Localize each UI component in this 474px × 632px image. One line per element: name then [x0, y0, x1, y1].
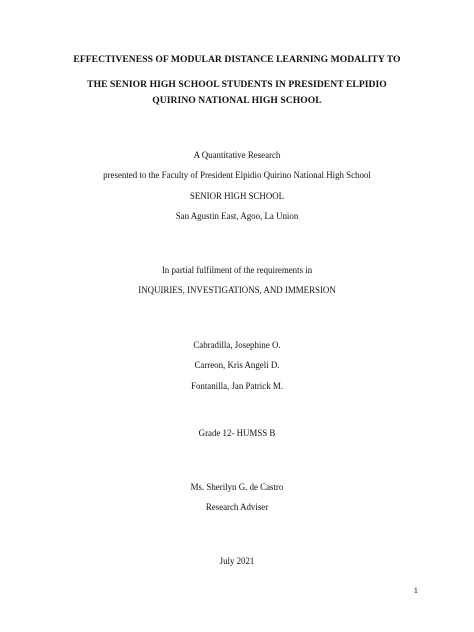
- adviser-name: Ms. Sherilyn G. de Castro: [190, 482, 284, 492]
- grade-section: Grade 12- HUMSS B: [198, 428, 276, 438]
- title-line-3: QUIRINO NATIONAL HIGH SCHOOL: [152, 95, 322, 106]
- author-1: Cabradilla, Josephine O.: [193, 340, 281, 350]
- subject-name: INQUIRIES, INVESTIGATIONS, AND IMMERSION: [138, 285, 336, 295]
- adviser-role: Research Adviser: [205, 502, 269, 512]
- submission-date: July 2021: [219, 556, 255, 566]
- title-line-1: EFFECTIVENESS OF MODULAR DISTANCE LEARNING MODALITY TO: [73, 54, 401, 65]
- department: SENIOR HIGH SCHOOL: [189, 191, 285, 201]
- author-3: Fontanilla, Jan Patrick M.: [191, 381, 283, 391]
- school-address: San Agustin East, Agoo, La Union: [175, 211, 299, 221]
- research-type: A Quantitative Research: [193, 150, 281, 160]
- author-2: Carreon, Kris Angeli D.: [194, 360, 280, 370]
- presented-to: presented to the Faculty of President Elpidio Quirino National High School: [103, 170, 371, 180]
- fulfilment-statement: In partial fulfilment of the requirements in: [161, 265, 313, 275]
- title-line-2: THE SENIOR HIGH SCHOOL STUDENTS IN PRESIDENT ELPIDIO: [87, 79, 387, 90]
- page-number: 1: [413, 585, 418, 595]
